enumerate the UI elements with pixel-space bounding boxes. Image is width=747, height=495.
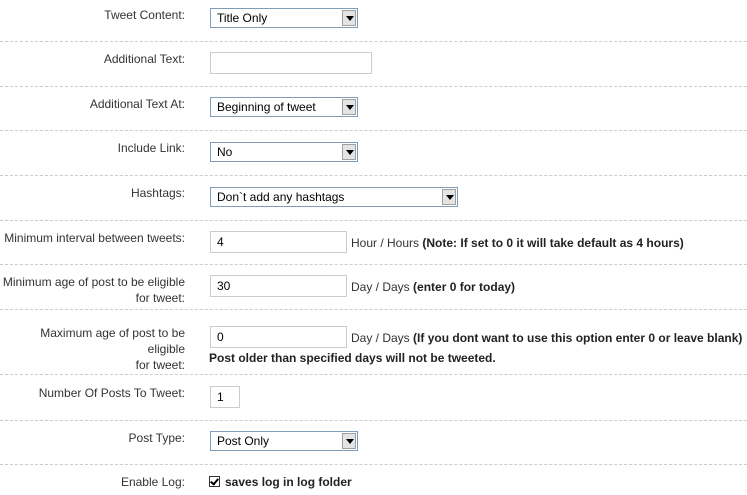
min-age-note: (enter 0 for today) <box>413 280 516 294</box>
max-age-note2: Post older than specified days will not be tweeted. <box>209 351 496 365</box>
additional-text-at-select[interactable] <box>210 97 358 117</box>
max-age-label-line2: for tweet: <box>135 358 185 372</box>
tweet-content-value: Title Only <box>217 11 268 25</box>
include-link-label: Include Link: <box>117 141 185 155</box>
divider <box>0 220 747 221</box>
divider <box>0 41 747 42</box>
min-interval-note: (Note: If set to 0 it will take default as 4 hours) <box>422 236 684 250</box>
enable-log-label: Enable Log: <box>120 475 185 489</box>
min-age-input[interactable]: 30 <box>210 275 347 297</box>
divider <box>0 374 747 375</box>
max-age-input[interactable]: 0 <box>210 326 347 348</box>
divider <box>0 86 747 87</box>
tweet-content-label: Tweet Content: <box>104 8 185 22</box>
min-age-label <box>3 274 185 306</box>
include-link-select[interactable] <box>210 142 358 162</box>
max-age-unit-text: Day / Days <box>351 331 410 345</box>
min-interval-unit <box>351 235 684 251</box>
num-posts-label: Number Of Posts To Tweet: <box>38 386 185 400</box>
dropdown-arrow-icon[interactable] <box>442 189 456 205</box>
dropdown-arrow-icon[interactable] <box>342 144 356 160</box>
divider <box>0 175 747 176</box>
max-age-label-line1: Maximum age of post to be eligible <box>40 326 185 356</box>
include-link-value: No <box>217 145 233 159</box>
divider <box>0 420 747 421</box>
hashtags-select[interactable] <box>210 187 458 207</box>
hashtags-value: Don`t add any hashtags <box>217 190 345 204</box>
additional-text-label: Additional Text: <box>103 52 185 66</box>
min-interval-input[interactable]: 4 <box>210 231 347 253</box>
post-type-value: Post Only <box>217 434 270 448</box>
min-interval-label: Minimum interval between tweets: <box>4 231 185 245</box>
max-age-note: (If you dont want to use this option enter 0 or leave blank) <box>413 331 743 345</box>
num-posts-input[interactable]: 1 <box>210 386 240 408</box>
dropdown-arrow-icon[interactable] <box>342 10 356 26</box>
hashtags-label: Hashtags: <box>130 186 185 200</box>
dropdown-arrow-icon[interactable] <box>342 99 356 115</box>
min-age-label-line1: Minimum age of post to be eligible <box>2 275 185 289</box>
post-type-label: Post Type: <box>128 431 185 445</box>
max-age-unit <box>351 330 742 346</box>
post-type-select[interactable] <box>210 431 358 451</box>
max-age-label <box>0 325 185 373</box>
divider <box>0 130 747 131</box>
min-interval-unit-text: Hour / Hours <box>351 236 420 250</box>
enable-log-text: saves log in log folder <box>225 475 352 489</box>
additional-text-at-value: Beginning of tweet <box>217 100 316 114</box>
divider <box>0 309 747 310</box>
dropdown-arrow-icon[interactable] <box>342 433 356 449</box>
additional-text-at-label: Additional Text At: <box>89 97 185 111</box>
min-age-unit <box>351 279 515 295</box>
divider <box>0 264 747 265</box>
tweet-content-select[interactable] <box>210 8 358 28</box>
divider <box>0 464 747 465</box>
additional-text-input[interactable] <box>210 52 372 74</box>
enable-log-checkbox[interactable] <box>209 476 220 487</box>
min-age-label-line2: for tweet: <box>135 291 185 305</box>
min-age-unit-text: Day / Days <box>351 280 410 294</box>
